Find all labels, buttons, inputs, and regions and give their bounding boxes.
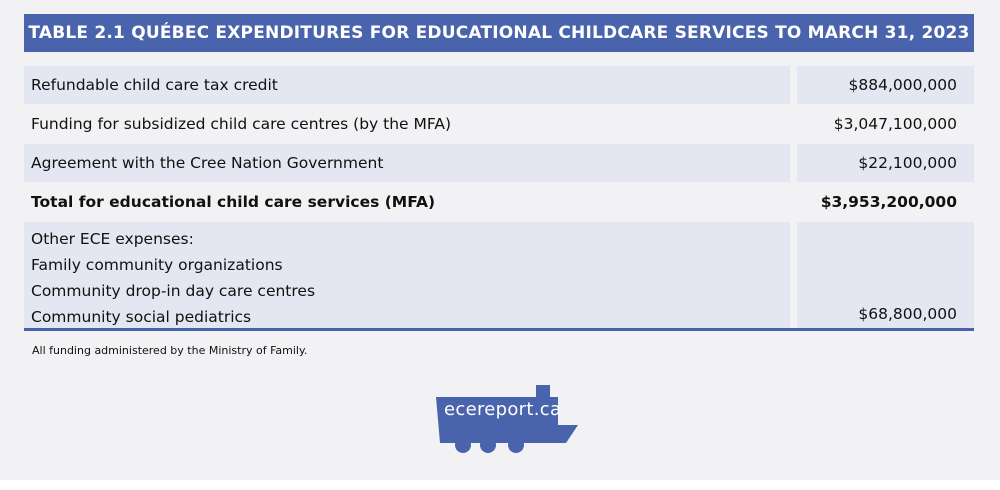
other-expenses-label bbox=[24, 222, 790, 328]
row-value: $3,047,100,000 bbox=[833, 115, 957, 133]
total-label: Total for educational child care services (MFA) bbox=[31, 193, 436, 211]
logo-text: ecereport.ca bbox=[444, 399, 562, 420]
row-label: Refundable child care tax credit bbox=[24, 66, 790, 104]
other-expenses-line: Family community organizations bbox=[31, 256, 283, 274]
other-expenses-value: $68,800,000 bbox=[797, 222, 974, 328]
expenditures-table bbox=[24, 66, 974, 331]
table-row bbox=[24, 144, 974, 182]
row-label: Funding for subsidized child care centres (by the MFA) bbox=[31, 115, 452, 133]
ecereport-logo[interactable] bbox=[428, 385, 580, 455]
table-row bbox=[24, 105, 974, 143]
row-value: $884,000,000 bbox=[797, 66, 974, 104]
total-row bbox=[24, 183, 974, 221]
total-value: $3,953,200,000 bbox=[820, 193, 957, 211]
row-label: Agreement with the Cree Nation Government bbox=[24, 144, 790, 182]
footnote: All funding administered by the Ministry of Family. bbox=[32, 344, 308, 357]
other-expenses-heading: Other ECE expenses: bbox=[31, 230, 194, 248]
table-row bbox=[24, 66, 974, 104]
other-expenses-line: Community social pediatrics bbox=[31, 308, 252, 326]
other-expenses-line: Community drop-in day care centres bbox=[31, 282, 316, 300]
train-logo-icon bbox=[428, 385, 580, 455]
table-title: TABLE 2.1 QUÉBEC EXPENDITURES FOR EDUCATIONAL CHILDCARE SERVICES TO MARCH 31, 2023 bbox=[24, 14, 974, 52]
row-value: $22,100,000 bbox=[797, 144, 974, 182]
other-expenses-row bbox=[24, 222, 974, 328]
